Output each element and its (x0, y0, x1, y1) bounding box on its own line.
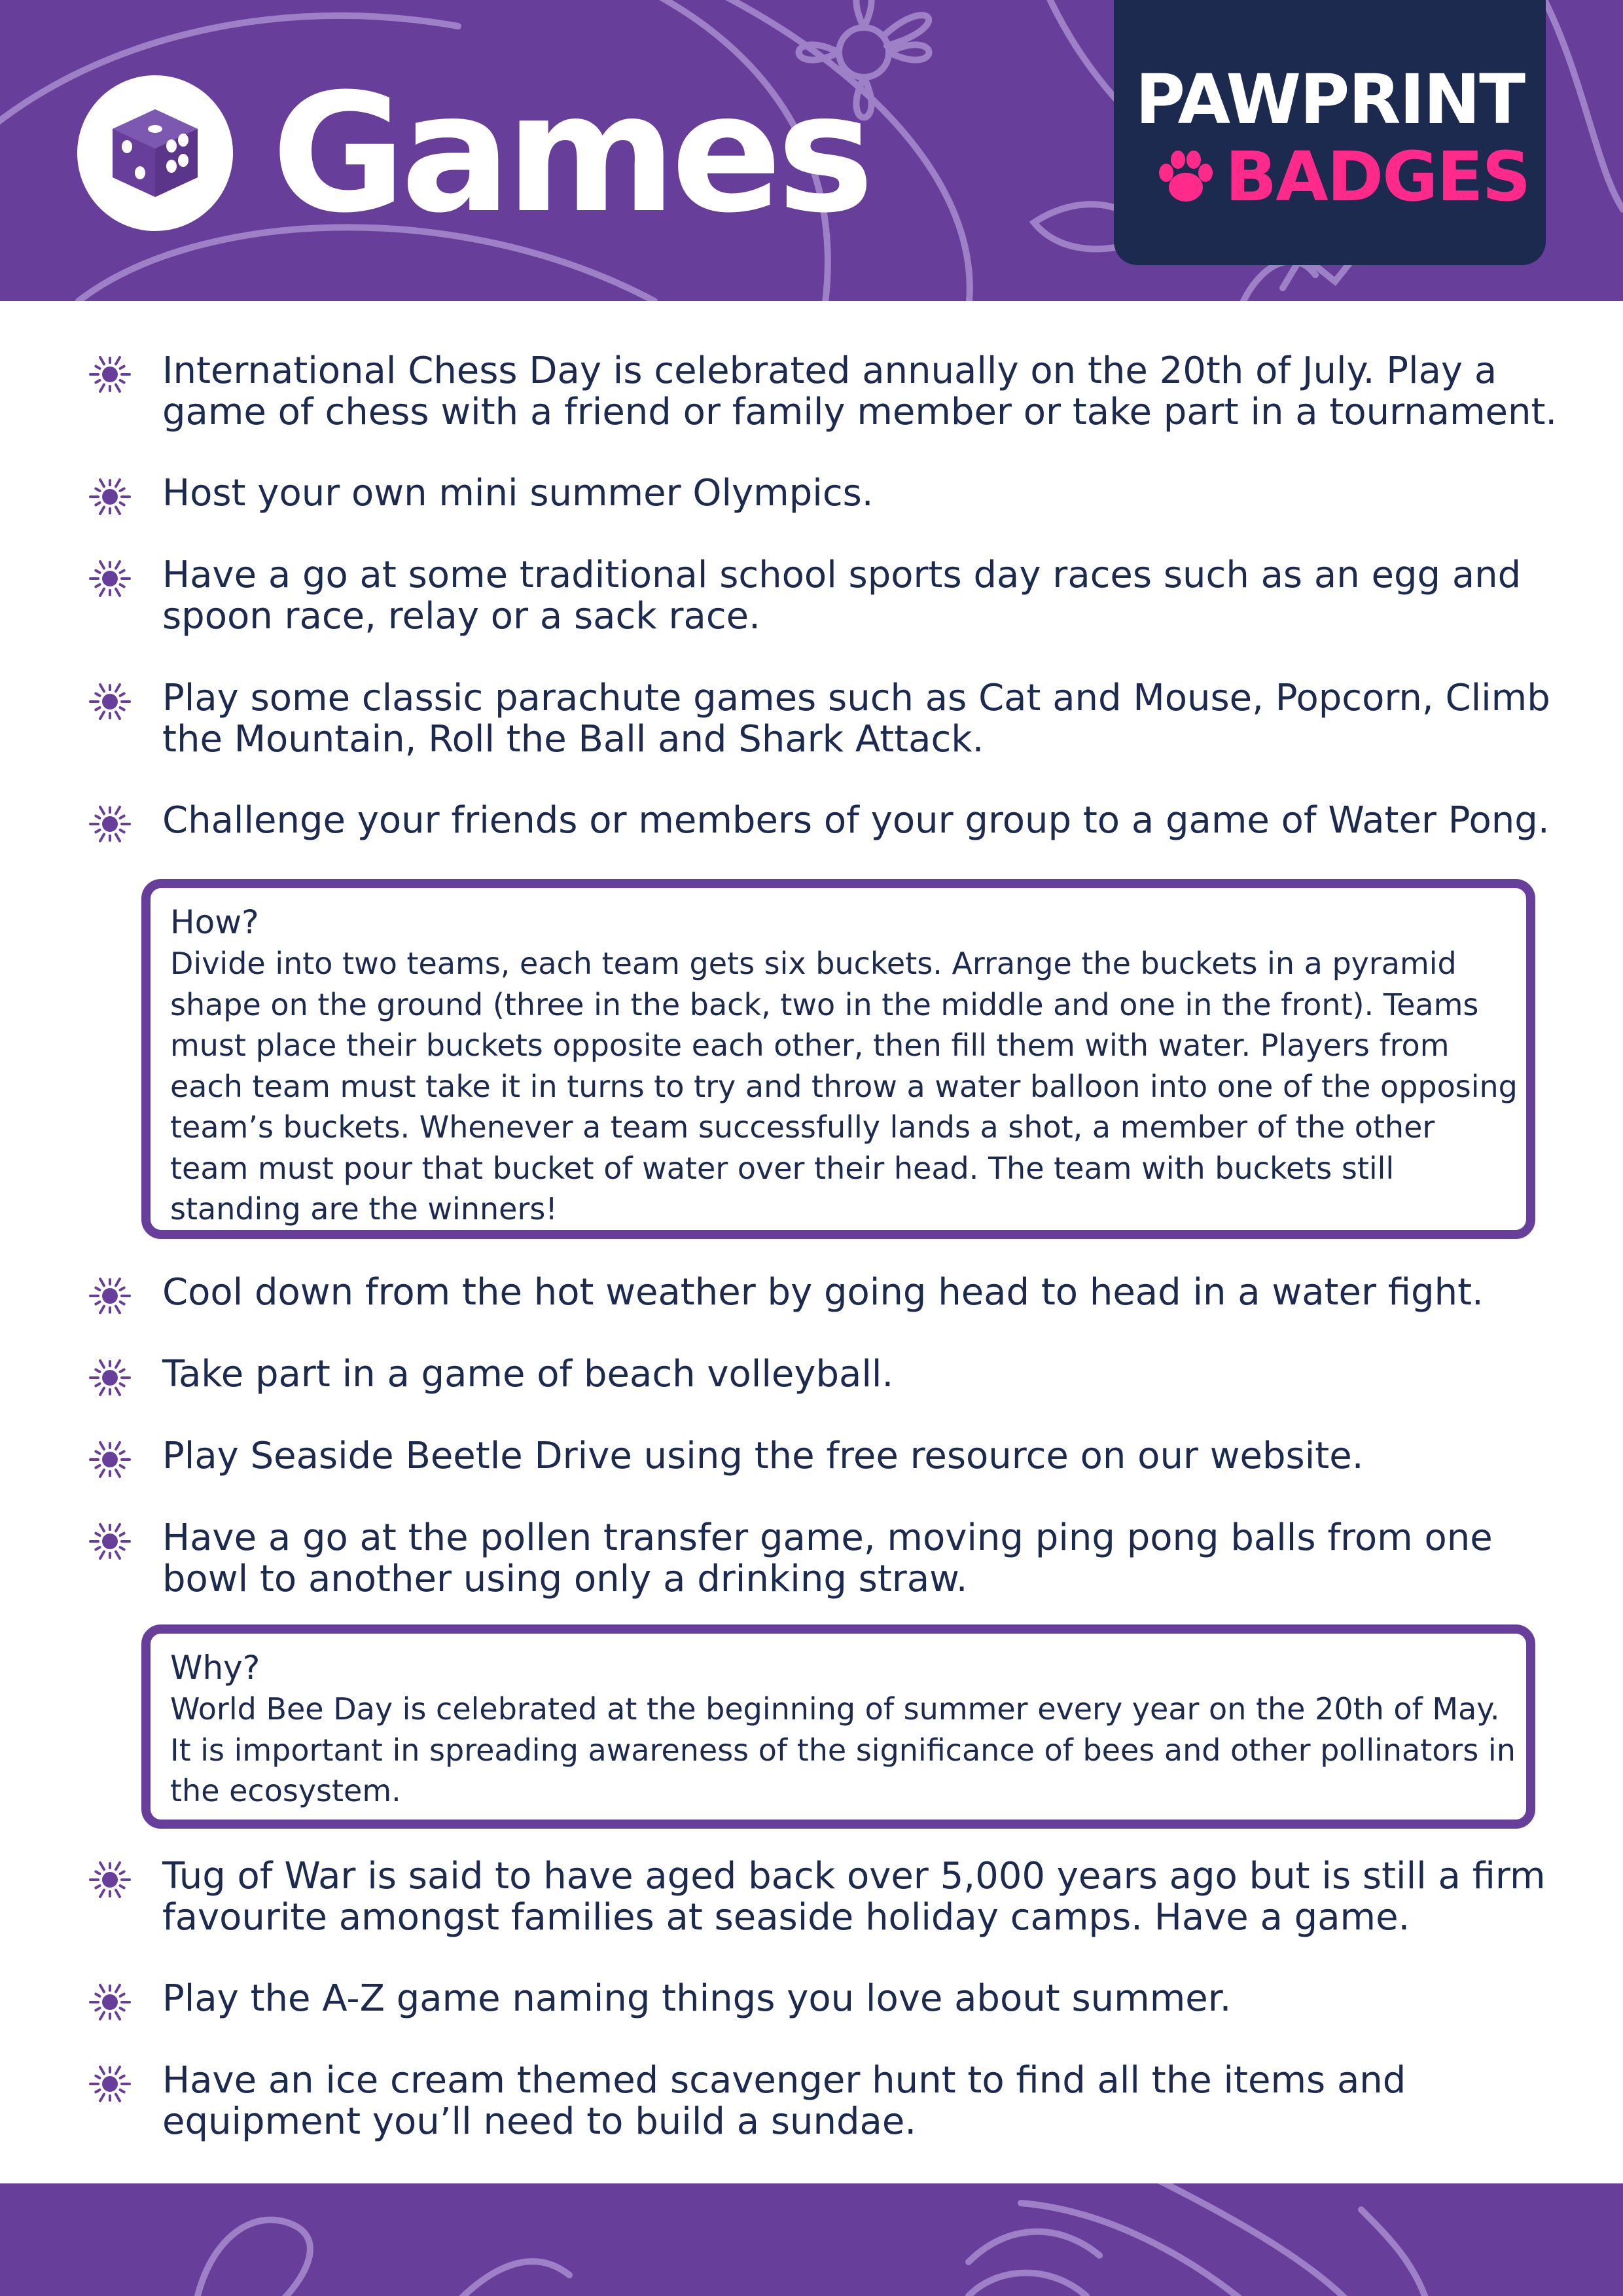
why-box (141, 1624, 1535, 1829)
logo-word-pawprint: PAWPRINT (1135, 60, 1525, 139)
pawprint-badges-logo (1114, 0, 1546, 265)
sun-icon (87, 1355, 133, 1401)
sun-icon (87, 556, 133, 601)
footer-band (0, 2183, 1623, 2296)
decorative-footer-doodles (0, 2183, 1623, 2296)
sun-icon (87, 474, 133, 520)
sun-icon (87, 1518, 133, 1564)
sun-icon (87, 801, 133, 847)
how-box (141, 879, 1535, 1239)
paw-icon (1153, 148, 1219, 207)
dice-icon (106, 104, 204, 202)
sun-icon (87, 2061, 133, 2107)
how-box-body: Divide into two teams, each team gets six buckets. Arrange the buckets in a pyramid shape on the ground (three in the back, two in the middle and one in the front). Teams must place their buckets opposite each other, then fill them with water. Players from each team must take it in turns to try and throw a water balloon into one of the opposing team’s buckets. Whenever a team successfully lands a shot, a member of the other team must pour that bucket of water over their head. The team with buckets still standing are the winners! (170, 946, 1518, 1227)
why-box-body: World Bee Day is celebrated at the beginning of summer every year on the 20th of May. It is important in spreading awareness of the significance of bees and other pollinators in the ecosystem. (170, 1691, 1516, 1808)
sun-icon (87, 351, 133, 397)
sun-icon (87, 1857, 133, 1903)
logo-word-badges: BADGES (1225, 137, 1530, 217)
dice-badge (77, 75, 233, 231)
header-band (0, 0, 1623, 301)
how-box-title: How? (170, 903, 259, 941)
sun-icon (87, 1979, 133, 2025)
page-title: Games (272, 58, 869, 249)
logo-word-badges-row (1153, 137, 1530, 217)
sun-icon (87, 679, 133, 725)
why-box-title: Why? (170, 1649, 260, 1687)
sun-icon (87, 1273, 133, 1319)
sun-icon (87, 1437, 133, 1482)
